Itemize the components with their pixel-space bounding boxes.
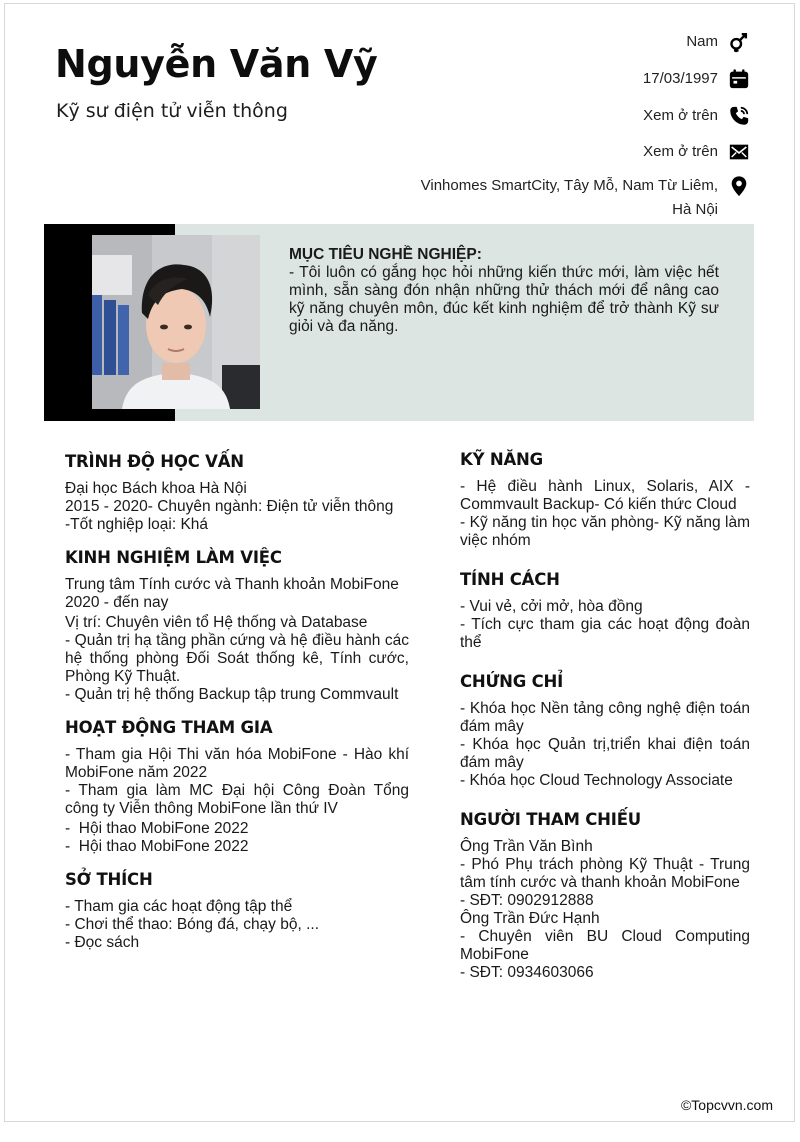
certificates-title: CHỨNG CHỈ: [460, 672, 564, 691]
experience-duty: - Quản trị hệ thống Backup tập trung Commvault: [65, 686, 399, 703]
reference-line: - SĐT: 0902912888: [460, 892, 594, 909]
personality-section: [460, 570, 750, 652]
gender-icon: [728, 31, 750, 53]
birthdate-text: 17/03/1997: [642, 70, 718, 87]
personality-title: TÍNH CÁCH: [460, 570, 560, 589]
address-text: [421, 174, 718, 222]
map-pin-icon: [728, 175, 750, 197]
reference-line: Ông Trần Đức Hạnh: [460, 910, 600, 927]
experience-duty: - Quản trị hạ tầng phần cứng và hệ điều hành các hệ thống phòng Đối Soát thống kê, Tính cước, Phòng Kỹ Thuật.: [65, 632, 409, 685]
experience-section: [65, 548, 409, 704]
experience-position: Vị trí: Chuyên viên tổ Hệ thống và Database: [65, 614, 368, 631]
activities-section: [65, 718, 409, 856]
hobby-item: - Tham gia các hoạt động tập thể: [65, 898, 293, 915]
certificates-section: [460, 672, 750, 790]
left-column: [65, 452, 409, 966]
education-line: 2015 - 2020- Chuyên ngành: Điện tử viễn thông: [65, 498, 394, 515]
skill-item: - Kỹ năng tin học văn phòng- Kỹ năng làm việc nhóm: [460, 514, 750, 549]
activity-item: - Tham gia Hội Thi văn hóa MobiFone - Hào khí MobiFone năm 2022: [65, 746, 409, 781]
education-title: TRÌNH ĐỘ HỌC VẤN: [65, 452, 244, 471]
right-column: [460, 450, 750, 996]
reference-line: - Phó Phụ trách phòng Kỹ Thuật - Trung tâm tính cước và thanh khoản MobiFone: [460, 856, 750, 891]
email-text: Xem ở trên: [643, 143, 718, 160]
education-section: [65, 452, 409, 534]
education-line: -Tốt nghiệp loại: Khá: [65, 516, 209, 533]
gender-text: Nam: [686, 33, 718, 50]
contact-gender: [686, 30, 750, 54]
objective-text: - Tôi luôn có gắng học hỏi những kiến thức mới, làm việc hết mình, sẵn sàng đón nhận những thử thách mới để nâng cao kỹ năng chuyên môn, đúc kết kinh nghiệm để trở thành Kỹ sư giỏi và đa năng.: [289, 264, 719, 335]
activity-item: - Hội thao MobiFone 2022: [65, 838, 249, 855]
mail-icon: [728, 141, 750, 163]
references-section: [460, 810, 750, 982]
experience-title: KINH NGHIỆM LÀM VIỆC: [65, 548, 282, 567]
profile-photo: [92, 235, 260, 409]
hobbies-title: SỞ THÍCH: [65, 870, 153, 889]
activity-item: - Tham gia làm MC Đại hội Công Đoàn Tổng công ty Viễn thông MobiFone lần thứ IV: [65, 782, 409, 817]
activity-item: - Hội thao MobiFone 2022: [65, 820, 249, 837]
experience-company: Trung tâm Tính cước và Thanh khoản MobiFone: [65, 576, 399, 593]
personality-item: - Tích cực tham gia các hoạt động đoàn thể: [460, 616, 750, 651]
objective-title: MỤC TIÊU NGHỀ NGHIỆP:: [289, 246, 482, 263]
skills-title: KỸ NĂNG: [460, 450, 544, 469]
candidate-name: Nguyễn Văn Vỹ: [55, 42, 378, 86]
skills-section: [460, 450, 750, 550]
hobby-item: - Đọc sách: [65, 934, 140, 951]
activities-title: HOẠT ĐỘNG THAM GIA: [65, 718, 273, 737]
reference-line: - Chuyên viên BU Cloud Computing MobiFone: [460, 928, 750, 963]
career-objective: [289, 246, 719, 336]
reference-line: - SĐT: 0934603066: [460, 964, 594, 981]
certificate-item: - Khóa học Nền tảng công nghệ điện toán đám mây: [460, 700, 750, 735]
skill-item: - Hệ điều hành Linux, Solaris, AIX - Commvault Backup- Có kiến thức Cloud: [460, 478, 750, 513]
experience-period: 2020 - đến nay: [65, 594, 169, 611]
certificate-item: - Khóa học Quản trị,triển khai điện toán đám mây: [460, 736, 750, 771]
contact-email: [643, 140, 750, 164]
job-title: Kỹ sư điện tử viễn thông: [56, 100, 288, 122]
contact-address: [421, 174, 750, 222]
hobbies-section: [65, 870, 409, 952]
contact-birthdate: [643, 67, 750, 91]
references-title: NGƯỜI THAM CHIẾU: [460, 810, 641, 829]
personality-item: - Vui vẻ, cởi mở, hòa đồng: [460, 598, 643, 615]
address-line-2: Hà Nội: [672, 201, 718, 218]
calendar-icon: [728, 68, 750, 90]
phone-icon: [728, 105, 750, 127]
footer-copyright: ©Topcvvn.com: [680, 1097, 773, 1113]
contact-phone: [643, 104, 750, 128]
reference-line: Ông Trần Văn Bình: [460, 838, 593, 855]
address-line-1: Vinhomes SmartCity, Tây Mỗ, Nam Từ Liêm,: [420, 177, 718, 194]
certificate-item: - Khóa học Cloud Technology Associate: [460, 772, 733, 789]
hobby-item: - Chơi thể thao: Bóng đá, chạy bộ, ...: [65, 916, 320, 933]
education-line: Đại học Bách khoa Hà Nội: [65, 480, 247, 497]
phone-text: Xem ở trên: [643, 107, 718, 124]
